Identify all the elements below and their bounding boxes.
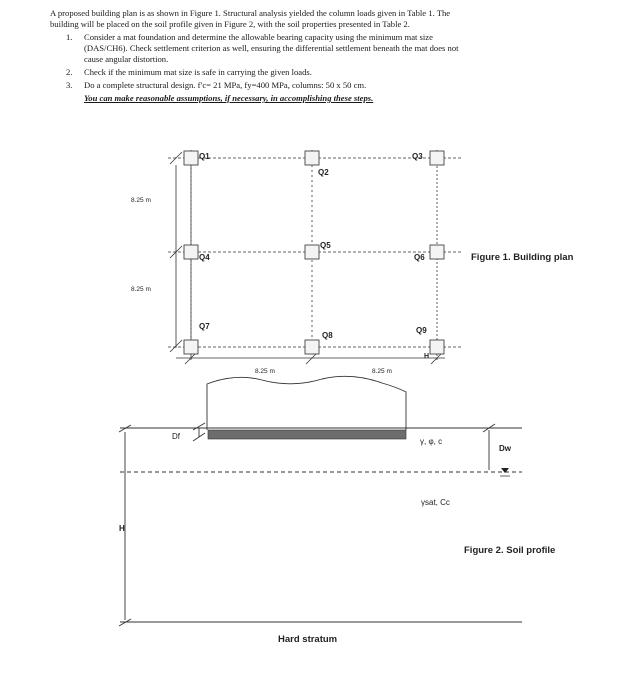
tick [119,425,131,432]
dim-label-horizontal-right: 8.25 m [372,368,392,375]
dw-label: Dw [499,444,511,453]
column-square-q4 [184,245,198,259]
lower-soil-properties: γsat, Cc [421,498,450,507]
column-label-q8: Q8 [322,331,333,340]
figure1-caption: Figure 1. Building plan [471,252,574,263]
column-square-q1 [184,151,198,165]
item-3-number: 3. [66,80,73,90]
upper-soil-properties: γ, φ, c [420,437,443,446]
figure2-caption: Figure 2. Soil profile [464,545,556,556]
column-label-q9: Q9 [416,326,427,335]
column-label-q1: Q1 [199,152,210,161]
column-square-q5 [305,245,319,259]
item-1-line-3: cause angular distortion. [84,54,169,64]
item-2-number: 2. [66,67,73,77]
intro-line-2: building will be placed on the soil profile given in Figure 2, with the soil properties presented in Table 2. [50,19,410,29]
column-label-q7: Q7 [199,322,210,331]
column-square-q3 [430,151,444,165]
df-label: Df [172,432,180,441]
item-1-line-1: Consider a mat foundation and determine the allowable bearing capacity using the minimum mat size [84,32,433,42]
intro-line-1: A proposed building plan is as shown in Figure 1. Structural analysis yielded the column loads given in Table 1. The [50,8,451,18]
column-square-q9 [430,340,444,354]
plan-columns [184,151,444,354]
item-1-number: 1. [66,32,73,42]
tick [119,619,131,626]
building-silhouette [207,376,406,430]
column-label-q4: Q4 [199,253,210,262]
dim-label-vertical-upper: 8.25 m [131,197,151,204]
column-label-q3: Q3 [412,152,423,161]
column-label-q5: Q5 [320,241,331,250]
column-square-q2 [305,151,319,165]
h-label: H [119,524,125,533]
hard-stratum-label: Hard stratum [278,634,338,645]
dim-label-vertical-lower: 8.25 m [131,286,151,293]
column-square-q6 [430,245,444,259]
item-1-line-2: (DAS/CH6). Check settlement criterion as well, ensuring the differential settlement beneath the mat does not [84,43,459,53]
column-square-q8 [305,340,319,354]
column-label-q6: Q6 [414,253,425,262]
column-label-q2: Q2 [318,168,329,177]
soil-profile-figure [119,376,522,626]
mat-foundation [208,430,406,439]
assumption-note: You can make reasonable assumptions, if necessary, in accomplishing these steps. [84,93,374,103]
item-2-line-1: Check if the minimum mat size is safe in carrying the given loads. [84,67,312,77]
column-square-q7 [184,340,198,354]
item-3-line-1: Do a complete structural design. f′c= 21 MPa, fy=400 MPa, columns: 50 x 50 cm. [84,80,367,90]
h-marker: H [424,353,430,360]
dim-label-horizontal-left: 8.25 m [255,368,275,375]
